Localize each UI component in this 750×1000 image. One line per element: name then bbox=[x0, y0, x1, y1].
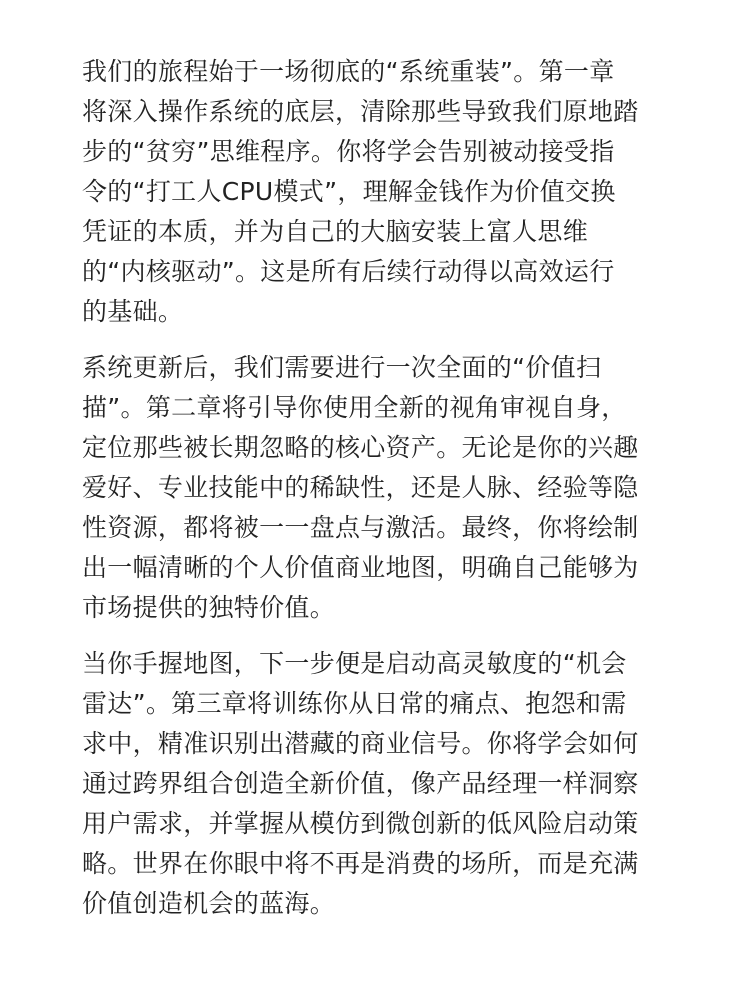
paragraph-2 bbox=[82, 348, 672, 628]
text-line: 的基础。 bbox=[82, 297, 184, 326]
paragraph-1 bbox=[82, 52, 672, 332]
document-body bbox=[82, 52, 672, 940]
text-line: 雷达”。第三章将训练你从日常的痛点、抱怨和需 bbox=[82, 689, 627, 718]
text-line: 出一幅清晰的个人价值商业地图，明确自己能够为 bbox=[82, 553, 639, 582]
text-line: 凭证的本质，并为自己的大脑安装上富人思维 bbox=[82, 217, 589, 246]
text-line: 我们的旅程始于一场彻底的“系统重装”。第一章 bbox=[82, 57, 615, 86]
text-line: 步的“贫穷”思维程序。你将学会告别被动接受指 bbox=[82, 137, 615, 166]
paragraph-3 bbox=[82, 644, 672, 924]
text-line: 将深入操作系统的底层，清除那些导致我们原地踏 bbox=[82, 97, 639, 126]
text-line: 性资源，都将被一一盘点与激活。最终，你将绘制 bbox=[82, 513, 639, 542]
text-line: 价值创造机会的蓝海。 bbox=[82, 889, 336, 918]
text-line: 令的“打工人CPU模式”，理解金钱作为价值交换 bbox=[82, 177, 616, 206]
text-line: 定位那些被长期忽略的核心资产。无论是你的兴趣 bbox=[82, 433, 639, 462]
text-line: 系统更新后，我们需要进行一次全面的“价值扫 bbox=[82, 353, 602, 382]
text-line: 描”。第二章将引导你使用全新的视角审视自身， bbox=[82, 393, 627, 422]
text-line: 略。世界在你眼中将不再是消费的场所，而是充满 bbox=[82, 849, 639, 878]
text-line: 当你手握地图，下一步便是启动高灵敏度的“机会 bbox=[82, 649, 627, 678]
text-line: 的“内核驱动”。这是所有后续行动得以高效运行 bbox=[82, 257, 615, 286]
text-line: 通过跨界组合创造全新价值，像产品经理一样洞察 bbox=[82, 769, 639, 798]
text-line: 市场提供的独特价值。 bbox=[82, 593, 336, 622]
text-line: 求中，精准识别出潜藏的商业信号。你将学会如何 bbox=[82, 729, 639, 758]
text-line: 爱好、专业技能中的稀缺性，还是人脉、经验等隐 bbox=[82, 473, 639, 502]
text-line: 用户需求，并掌握从模仿到微创新的低风险启动策 bbox=[82, 809, 639, 838]
